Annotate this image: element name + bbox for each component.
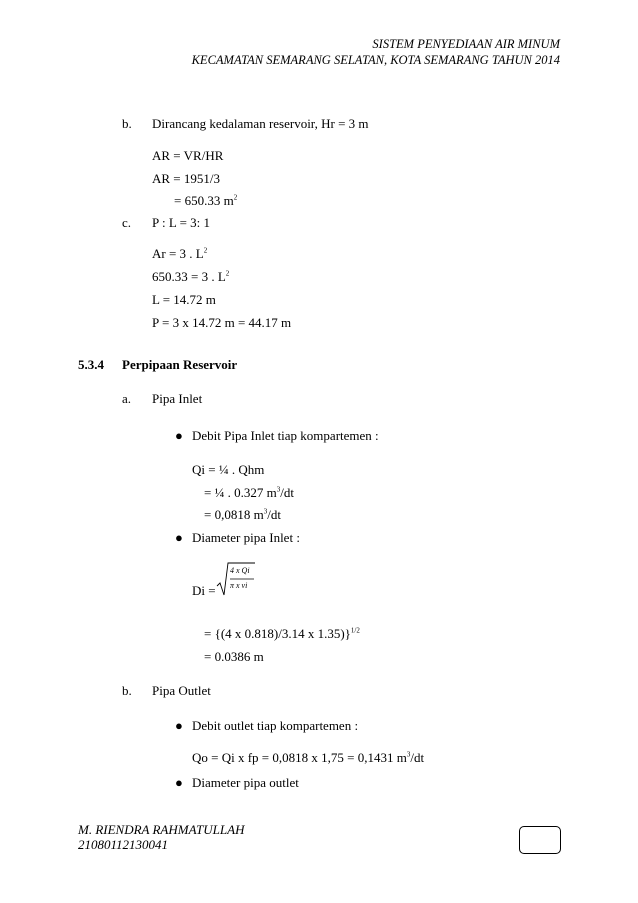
- list-marker: a.: [122, 391, 132, 406]
- bullet-text: Debit Pipa Inlet tiap kompartemen :: [192, 428, 379, 443]
- list-marker: b.: [122, 116, 132, 131]
- fraction-denominator: π x vi: [230, 581, 248, 590]
- di-label: Di =: [192, 583, 216, 598]
- bullet-text: Debit outlet tiap kompartemen :: [192, 718, 359, 733]
- equation: = 0.0386 m: [204, 649, 264, 664]
- equation: = ¼ . 0.327 $m^3/dt$: [204, 485, 294, 500]
- header-subtitle: KECAMATAN SEMARANG SELATAN, KOTA SEMARANG TAHUN 2014: [191, 53, 560, 67]
- section-title: Perpipaan Reservoir: [122, 357, 238, 372]
- equation: = {(4 x 0.818)/3.14 x 1.35)}$^{1/2}$: [204, 626, 360, 641]
- equation: L = 14.72 m: [152, 292, 216, 307]
- equation: Qo = Qi x fp = 0,0818 x 1,75 = 0,1431 $m^3/dt$: [192, 750, 425, 765]
- list-item-text: Pipa Inlet: [152, 391, 203, 406]
- equation: = 650.33 $m^2$: [174, 193, 238, 208]
- bullet-icon: ●: [175, 428, 183, 443]
- section-number: 5.3.4: [78, 357, 104, 372]
- header-title: SISTEM PENYEDIAAN AIR MINUM: [372, 37, 560, 51]
- equation: AR = 1951/3: [152, 171, 221, 186]
- fraction-numerator: 4 x Qi: [230, 566, 250, 575]
- footer-author: M. RIENDRA RAHMATULLAH: [78, 822, 245, 837]
- equation: AR = VR/HR: [152, 148, 224, 163]
- bullet-icon: ●: [175, 775, 183, 790]
- list-marker: c.: [122, 215, 132, 230]
- list-item-text: Pipa Outlet: [152, 683, 211, 698]
- list-marker: b.: [122, 683, 132, 698]
- equation: Ar = 3 . $L^2$: [152, 246, 208, 261]
- list-item-text: Dirancang kedalaman reservoir, Hr = 3 m: [152, 116, 369, 131]
- bullet-icon: ●: [175, 718, 183, 733]
- bullet-text: Diameter pipa outlet: [192, 775, 299, 790]
- equation: 650.33 = 3 . $L^2$: [152, 269, 230, 284]
- bullet-text: Diameter pipa Inlet :: [192, 530, 300, 545]
- page-number-box: [519, 826, 561, 854]
- bullet-icon: ●: [175, 530, 183, 545]
- equation: P = 3 x 14.72 m = 44.17 m: [152, 315, 292, 330]
- equation: Qi = ¼ . Qhm: [192, 462, 265, 477]
- footer-id: 21080112130041: [78, 837, 169, 852]
- equation: = 0,0818 $m^3/dt$: [204, 507, 281, 522]
- list-item-text: P : L = 3: 1: [152, 215, 211, 230]
